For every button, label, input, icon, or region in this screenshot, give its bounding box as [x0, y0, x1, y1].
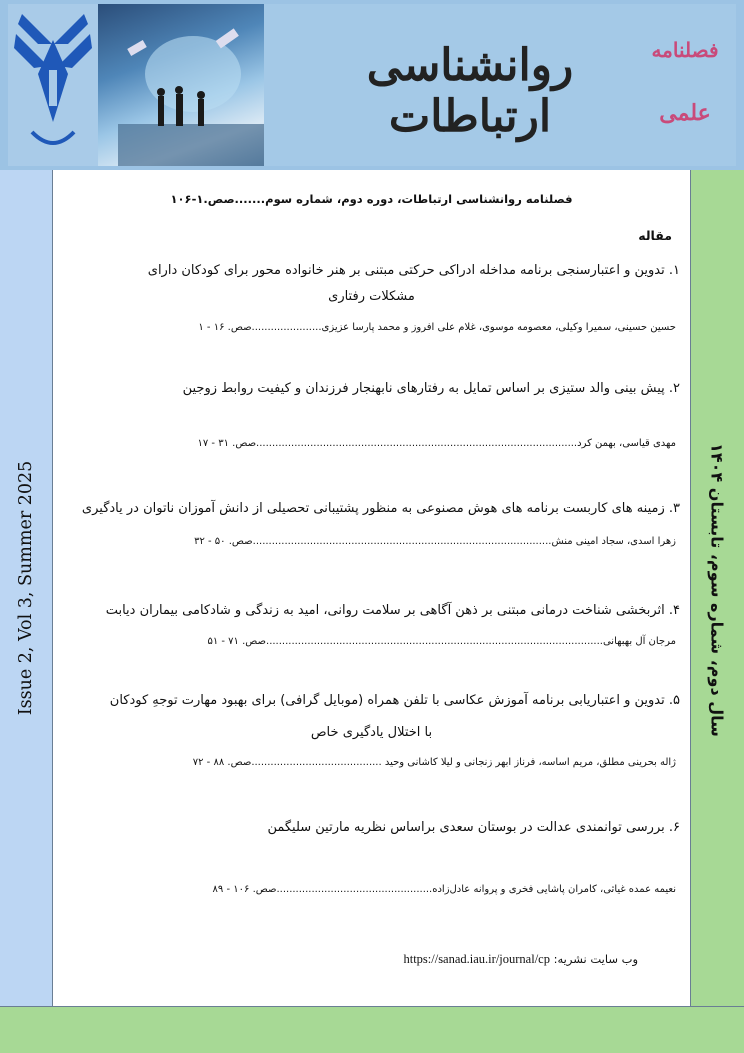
authors-text: ژاله بحرینی مطلق، مریم اساسه، فرناز ابهر زنجانی و لیلا کاشانی وحید .........................................صص.	[227, 757, 676, 768]
page-range: ۱ - ۱۶	[198, 322, 225, 333]
page-range: ۷۲ - ۸۸	[192, 757, 225, 768]
authors-text: حسین حسینی، سمیرا وکیلی، معصومه موسوی، غلام علی افروز و محمد پارسا عزیزی......................صص.	[227, 322, 676, 333]
article-authors	[76, 757, 676, 768]
quarterly-label: فصلنامه	[651, 38, 719, 62]
issue-info-english: Issue 2, Vol 3, Summer 2025	[16, 460, 36, 716]
scientific-label: علمی	[659, 100, 711, 126]
article-authors	[76, 636, 676, 647]
article-authors	[76, 884, 676, 895]
authors-text: نعیمه عمده غیاثی، کامران پاشایی فخری و پروانه عادل‌زاده.................................................صص.	[252, 884, 676, 895]
header-photo	[98, 4, 264, 166]
authors-text: زهرا اسدی، سجاد امینی منش..............................................................................................صص.	[228, 536, 676, 547]
article-title: ۱. تدوین و اعتبارسنجی برنامه مداخله ادراکی حرکتی مبتنی بر هنر خانواده محور برای کودکان دارای	[147, 263, 680, 278]
authors-text: مهدی قیاسی، بهمن کرد.....................................................................................................صص.	[232, 438, 676, 449]
article-title: ۲. پیش بینی والد ستیزی بر اساس تمایل به رفتارهای نابهنجار فرزندان و کیفیت روابط زوجین	[182, 381, 680, 396]
university-logo	[8, 4, 98, 166]
table-of-contents	[53, 170, 690, 1006]
journal-reference: فصلنامه روانشناسی ارتباطات، دوره دوم، شماره سوم.......صص.۱-۱۰۶	[170, 192, 573, 206]
issue-info-persian: سال دوم، شماره سوم، تابستان ۱۴۰۴	[707, 443, 727, 737]
journal-name: روانشناسی ارتباطات	[366, 40, 574, 142]
bottom-band	[0, 1006, 744, 1053]
authors-text: مرجان آل بهبهانی..........................................................................................................صص.	[242, 636, 676, 647]
article-authors	[76, 438, 676, 449]
article-title-cont: مشکلات رفتاری	[328, 289, 415, 304]
article-authors	[76, 322, 676, 333]
cover-header	[0, 0, 744, 170]
article-title-cont: با اختلال یادگیری خاص	[310, 725, 433, 740]
page-range: ۵۱ - ۷۱	[207, 636, 239, 647]
article-authors	[76, 536, 676, 547]
page-range: ۳۲ - ۵۰	[194, 536, 226, 547]
website-label: وب سایت نشریه:	[553, 952, 638, 966]
website-link[interactable]: https://sanad.iau.ir/journal/cp	[403, 952, 550, 966]
section-label: مقاله	[638, 228, 672, 243]
page-range: ۱۷ - ۳۱	[197, 438, 229, 449]
article-title: ۳. زمینه های کاربست برنامه های هوش مصنوعی به منظور پشتیبانی تحصیلی از دانش آموزان ناتوان در یادگیری	[81, 501, 680, 516]
page-range: ۸۹ - ۱۰۶	[212, 884, 250, 895]
article-title: ۴. اثربخشی شناخت درمانی مبتنی بر ذهن آگاهی بر سلامت روانی، امید به زندگی و شادکامی بیماران دیابت	[105, 603, 680, 618]
article-title: ۶. بررسی توانمندی عدالت در بوستان سعدی براساس نظریه مارتین سلیگمن	[267, 820, 680, 835]
journal-website	[403, 952, 638, 967]
article-title: ۵. تدوین و اعتباریابی برنامه آموزش عکاسی با تلفن همراه (موبایل گرافی) برای بهبود مهارت توجهِ کودکان	[109, 693, 680, 708]
